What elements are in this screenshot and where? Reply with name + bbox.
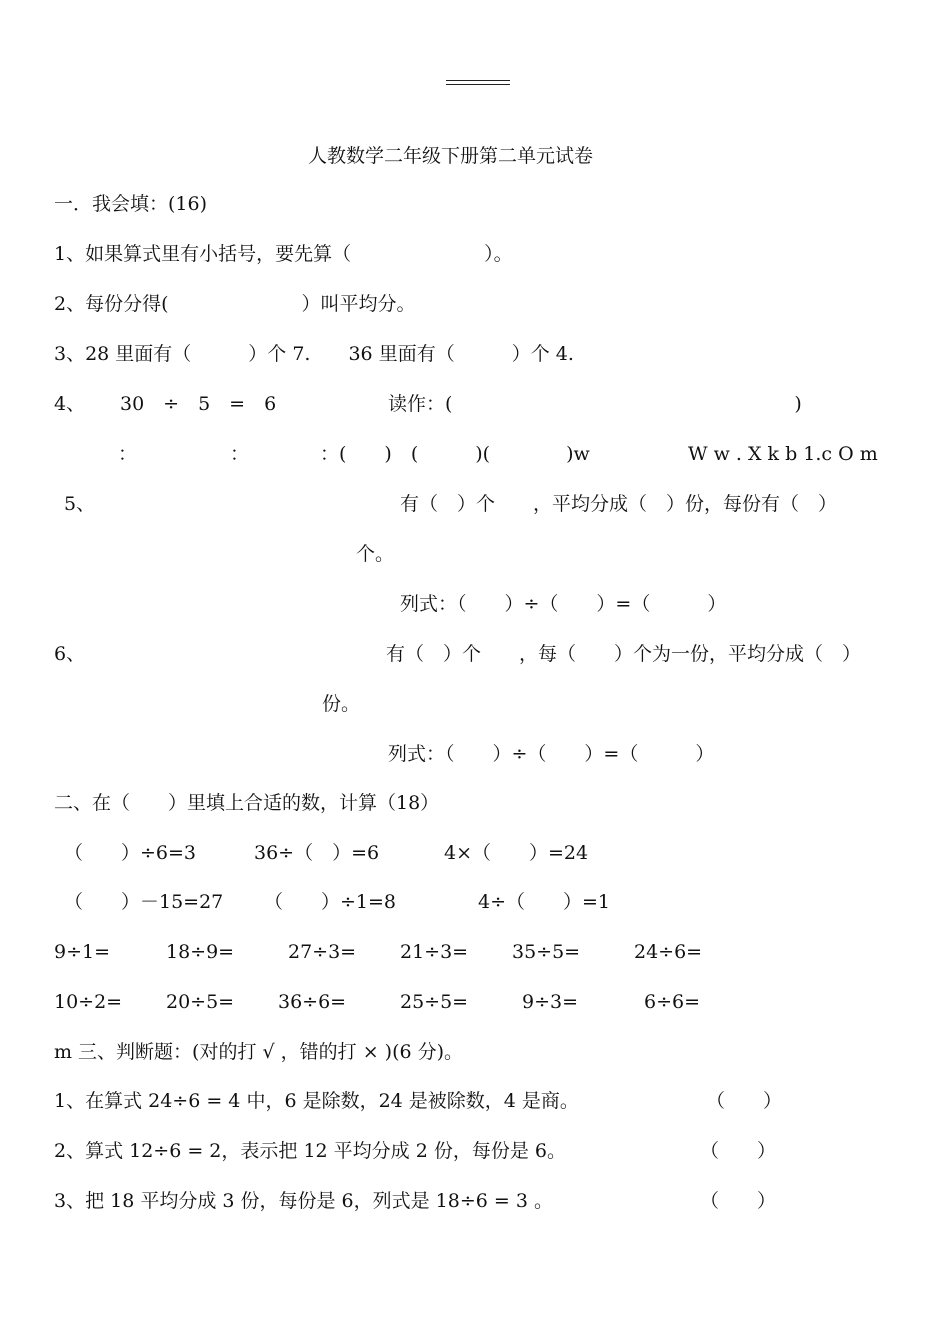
calc-item: 27÷3= (288, 941, 357, 963)
question-4-expression: 30 ÷ 5 = 6 (120, 393, 277, 415)
question-5-text: 有（ ）个 ，平均分成（ ）份，每份有（ ） (400, 493, 838, 515)
question-4-colon-2: ： (230, 443, 250, 465)
question-3: 3、28 里面有（ ）个 7. 36 里面有（ ）个 4. (54, 343, 574, 365)
question-6-continuation: 份。 (322, 693, 361, 715)
question-1: 1、如果算式里有小括号，要先算（ ）。 (54, 243, 513, 265)
section2-heading: 二、在（ ）里填上合适的数，计算（18） (54, 792, 440, 814)
judge-item: 1、在算式 24÷6 = 4 中，6 是除数，24 是被除数，4 是商。 (54, 1090, 579, 1112)
judge-blank: （ ） (706, 1090, 783, 1112)
fill-item: 36÷（ ）=6 (254, 842, 380, 864)
section1-heading: 一．我会填：(16) (54, 193, 208, 215)
question-4-blanks: ：( ) ( )( )w (320, 443, 590, 465)
question-4-read-as: 读作：( ) (388, 393, 802, 415)
watermark-text: W w . X k b 1.c O m (688, 443, 878, 465)
calc-item: 36÷6= (278, 991, 347, 1013)
question-5-formula: 列式：（ ）÷（ ）=（ ） (400, 593, 727, 615)
judge-blank: （ ） (700, 1190, 777, 1212)
calc-item: 21÷3= (400, 941, 469, 963)
question-4-colon-1: ： (118, 443, 138, 465)
judge-blank: （ ） (700, 1140, 777, 1162)
calc-item: 18÷9= (166, 941, 235, 963)
calc-item: 25÷5= (400, 991, 469, 1013)
section3-heading: m 三、判断题：(对的打 √ ，错的打 × )(6 分)。 (54, 1041, 464, 1063)
calc-item: 9÷3= (522, 991, 579, 1013)
question-2: 2、每份分得( ）叫平均分。 (54, 293, 416, 315)
question-5-number: 5、 (64, 493, 96, 515)
fill-item: （ ）÷1=8 (264, 891, 397, 913)
calc-item: 20÷5= (166, 991, 235, 1013)
fill-item: 4×（ ）=24 (444, 842, 589, 864)
question-6-formula: 列式：（ ）÷（ ）=（ ） (388, 743, 715, 765)
judge-item: 3、把 18 平均分成 3 份，每份是 6，列式是 18÷6 = 3 。 (54, 1190, 553, 1212)
calc-item: 9÷1= (54, 941, 111, 963)
question-4-number: 4、 (54, 393, 86, 415)
calc-item: 6÷6= (644, 991, 701, 1013)
fill-item: （ ）－15=27 (64, 891, 224, 913)
calc-item: 24÷6= (634, 941, 703, 963)
question-5-continuation: 个。 (356, 543, 395, 565)
fill-item: （ ）÷6=3 (64, 842, 197, 864)
header-rule (446, 80, 510, 85)
calc-item: 35÷5= (512, 941, 581, 963)
question-6-text: 有（ ）个 ，每（ ）个为一份，平均分成（ ） (386, 643, 862, 665)
page-title: 人教数学二年级下册第二单元试卷 (308, 145, 594, 167)
calc-item: 10÷2= (54, 991, 123, 1013)
question-6-number: 6、 (54, 643, 86, 665)
judge-item: 2、算式 12÷6 = 2，表示把 12 平均分成 2 份，每份是 6。 (54, 1140, 566, 1162)
fill-item: 4÷（ ）=1 (478, 891, 611, 913)
